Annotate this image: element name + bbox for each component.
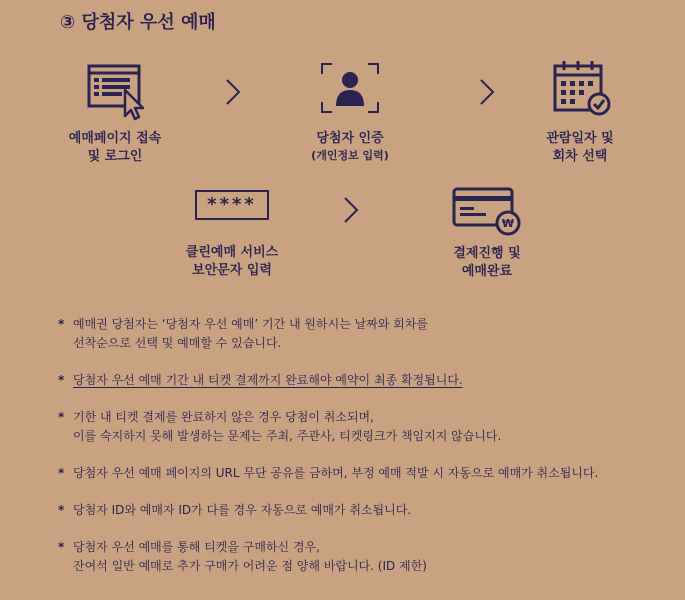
bullet: *	[58, 410, 65, 424]
notice-text: 선착순으로 선택 및 예매할 수 있습니다.	[73, 336, 282, 350]
step-label-2: 회차 선택	[552, 149, 608, 164]
user-verify-icon	[318, 60, 382, 122]
notice-text-underlined: 당첨자 우선 예매 기간 내 티켓 결제까지 완료해야 예약이 최종 확정됩니다.	[73, 373, 463, 387]
notice-item	[58, 538, 658, 576]
bullet: *	[58, 503, 65, 517]
notice-text: 잔여석 일반 예매로 추가 구매가 어려운 점 양해 바랍니다. (ID 제한)	[73, 559, 427, 573]
notice-item	[58, 371, 658, 390]
notice-item	[58, 315, 658, 353]
step-label-2: 및 로그인	[87, 149, 143, 164]
step-sublabel: (개인정보 입력)	[311, 149, 389, 162]
step-date	[525, 58, 635, 166]
step-captcha	[170, 190, 294, 280]
chevron-right-icon	[478, 78, 496, 106]
card-payment-icon	[450, 185, 524, 237]
bullet: *	[58, 540, 65, 554]
chevron-right-icon	[224, 78, 242, 106]
notice-item	[58, 501, 658, 520]
notice-item	[58, 408, 658, 446]
section-title: ③ 당첨자 우선 예매	[60, 12, 216, 33]
step-verify	[295, 60, 405, 164]
step-login	[60, 60, 170, 166]
step-label: 클린예매 서비스	[185, 245, 279, 260]
step-label-2: 보안문자 입력	[192, 263, 272, 278]
notice-text: 기한 내 티켓 결제를 완료하지 않은 경우 당첨이 취소되며,	[73, 410, 374, 424]
step-payment	[432, 185, 542, 281]
step-label: 예매페이지 접속	[68, 131, 162, 146]
bullet: *	[58, 317, 65, 331]
chevron-right-icon	[342, 196, 360, 224]
step-label: 관람일자 및	[546, 131, 614, 146]
notice-text: 당첨자 우선 예매를 통해 티켓을 구매하신 경우,	[73, 540, 320, 554]
calendar-check-icon	[547, 58, 613, 122]
notice-text: 이를 숙지하지 못해 발생하는 문제는 주최, 주관사, 티켓링크가 책임지지 않습니다.	[73, 429, 502, 443]
notice-text: 예매권 당첨자는 ‘당첨자 우선 예매’ 기간 내 원하시는 날짜와 회차를	[73, 317, 428, 331]
password-mask: ****	[207, 194, 257, 215]
svg-text:₩: ₩	[501, 217, 515, 230]
step-label: 결제진행 및	[453, 246, 521, 261]
bullet: *	[58, 466, 65, 480]
password-icon	[195, 190, 269, 220]
notice-text: 당첨자 ID와 예매자 ID가 다를 경우 자동으로 예매가 취소됩니다.	[73, 503, 412, 517]
bullet: *	[58, 373, 65, 387]
notice-item	[58, 464, 658, 483]
step-label: 당첨자 인증	[316, 131, 384, 146]
notice-list	[58, 315, 658, 594]
notice-text: 당첨자 우선 예매 페이지의 URL 무단 공유를 금하며, 부정 예매 적발 시 자동으로 예매가 취소됩니다.	[73, 466, 599, 480]
step-label-2: 예매완료	[461, 264, 513, 279]
web-click-icon	[83, 60, 147, 122]
